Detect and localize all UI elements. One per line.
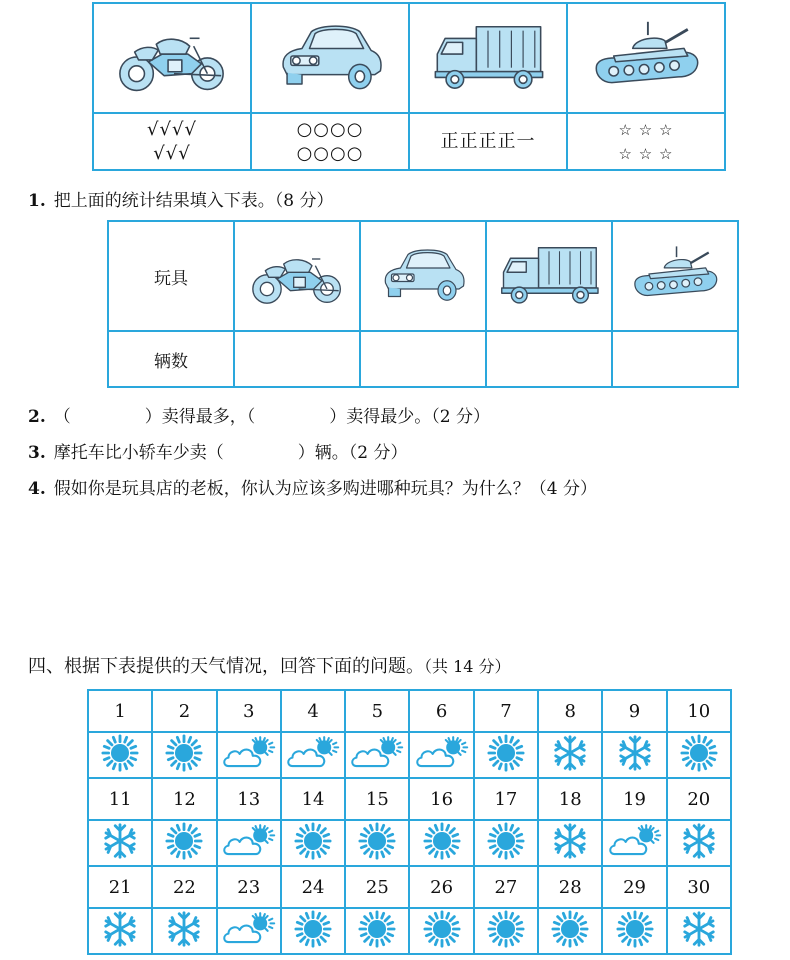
weather-day-number: 14	[281, 778, 345, 820]
weather-icon-cell	[602, 820, 666, 866]
section-points: （共 14 分）	[424, 657, 511, 676]
weather-icon-cell	[409, 732, 473, 778]
tally-line: √√√	[153, 142, 191, 164]
snowflake-icon	[680, 910, 718, 948]
motorcycle-icon	[113, 13, 231, 99]
weather-icon-cell	[281, 908, 345, 954]
question-number: 1.	[28, 191, 46, 211]
tally-marks-car	[251, 113, 409, 170]
count-answer-cell[interactable]	[234, 331, 360, 387]
tally-table	[92, 2, 726, 171]
weather-day-number: 29	[602, 866, 666, 908]
weather-icon-cell	[602, 908, 666, 954]
question-text-start: 摩托车比小轿车少卖（	[53, 443, 224, 463]
tally-marks-tank	[567, 113, 725, 170]
fill-toy-truck	[486, 221, 612, 331]
weather-day-number: 23	[217, 866, 281, 908]
fill-toy-tank	[612, 221, 738, 331]
question-number: 2.	[28, 407, 46, 427]
tally-line: 正正正正一	[440, 130, 536, 152]
sun-icon	[165, 822, 203, 860]
question-1	[28, 186, 333, 211]
tally-line: ○○○○	[296, 142, 364, 164]
cloud-sun-icon	[221, 822, 277, 860]
cloud-sun-icon	[349, 734, 405, 772]
car-icon	[274, 14, 386, 98]
truck-icon	[429, 17, 547, 95]
tally-image-row	[93, 3, 725, 113]
weather-day-number: 20	[667, 778, 731, 820]
question-text: 把上面的统计结果填入下表。（8 分）	[53, 191, 334, 211]
weather-day-number: 7	[474, 690, 538, 732]
tally-cell-motorcycle	[93, 3, 251, 113]
cloud-sun-icon	[607, 822, 663, 860]
weather-icon-cell	[538, 732, 602, 778]
snowflake-icon	[101, 910, 139, 948]
weather-day-number: 13	[217, 778, 281, 820]
question-text-end: ）辆。（2 分）	[297, 443, 408, 463]
weather-icon-cell	[281, 820, 345, 866]
sun-icon	[487, 910, 525, 948]
sun-icon	[423, 910, 461, 948]
weather-icon-cell	[474, 820, 538, 866]
weather-day-number: 24	[281, 866, 345, 908]
count-answer-cell[interactable]	[360, 331, 486, 387]
weather-day-number: 12	[152, 778, 216, 820]
weather-day-number: 5	[345, 690, 409, 732]
fill-toy-motorcycle	[234, 221, 360, 331]
sun-icon	[165, 734, 203, 772]
sun-icon	[294, 822, 332, 860]
weather-day-number: 9	[602, 690, 666, 732]
weather-icon-cell	[88, 908, 152, 954]
weather-icon-cell	[409, 908, 473, 954]
sun-icon	[294, 910, 332, 948]
question-text-mid: ）卖得最多，（	[144, 407, 256, 427]
section-4-heading	[28, 652, 511, 678]
sun-icon	[423, 822, 461, 860]
weather-table	[87, 689, 732, 955]
sun-icon	[358, 822, 396, 860]
snowflake-icon	[551, 822, 589, 860]
fill-toy-car	[360, 221, 486, 331]
weather-day-number: 26	[409, 866, 473, 908]
question-text: 假如你是玩具店的老板，你认为应该多购进哪种玩具？为什么？（4 分）	[53, 479, 597, 499]
question-2	[28, 402, 490, 427]
question-3	[28, 438, 407, 463]
weather-icon-cell	[538, 820, 602, 866]
sun-icon	[487, 734, 525, 772]
weather-icon-cell	[88, 820, 152, 866]
weather-day-number: 1	[88, 690, 152, 732]
weather-day-number: 28	[538, 866, 602, 908]
weather-day-number: 17	[474, 778, 538, 820]
weather-icon-cell	[409, 820, 473, 866]
sun-icon	[101, 734, 139, 772]
fill-table	[107, 220, 739, 388]
cloud-sun-icon	[221, 734, 277, 772]
weather-icon-cell	[602, 732, 666, 778]
weather-icon-cell	[345, 732, 409, 778]
weather-icon-row	[88, 732, 731, 778]
question-number: 4.	[28, 479, 46, 499]
fill-table-toy-row	[108, 221, 738, 331]
cloud-sun-icon	[221, 910, 277, 948]
tally-cell-truck	[409, 3, 567, 113]
motorcycle-icon	[247, 236, 347, 312]
tally-mark-row	[93, 113, 725, 170]
weather-day-number: 19	[602, 778, 666, 820]
question-4	[28, 474, 597, 499]
weather-day-number: 10	[667, 690, 731, 732]
weather-day-row	[88, 866, 731, 908]
weather-day-number: 3	[217, 690, 281, 732]
question-text-open: （	[53, 407, 71, 427]
section-title: 四、根据下表提供的天气情况，回答下面的问题。	[28, 656, 424, 677]
question-text-end: ）卖得最少。（2 分）	[329, 407, 490, 427]
weather-icon-cell	[667, 732, 731, 778]
weather-day-number: 6	[409, 690, 473, 732]
snowflake-icon	[616, 734, 654, 772]
tally-cell-car	[251, 3, 409, 113]
tank-icon	[629, 243, 721, 305]
sun-icon	[358, 910, 396, 948]
snowflake-icon	[551, 734, 589, 772]
weather-day-number: 15	[345, 778, 409, 820]
tally-line: ○○○○	[296, 118, 364, 140]
weather-day-number: 30	[667, 866, 731, 908]
weather-day-number: 4	[281, 690, 345, 732]
count-answer-cell[interactable]	[486, 331, 612, 387]
weather-day-number: 21	[88, 866, 152, 908]
tally-marks-truck	[409, 113, 567, 170]
weather-day-number: 27	[474, 866, 538, 908]
weather-icon-row	[88, 908, 731, 954]
weather-icon-cell	[217, 908, 281, 954]
tally-line: ☆ ☆ ☆	[618, 144, 674, 163]
weather-icon-row	[88, 820, 731, 866]
weather-icon-cell	[152, 908, 216, 954]
tally-line: √√√√	[147, 118, 197, 140]
weather-icon-cell	[88, 732, 152, 778]
sun-icon	[680, 734, 718, 772]
fill-table-count-row	[108, 331, 738, 387]
weather-icon-cell	[538, 908, 602, 954]
weather-icon-cell	[345, 820, 409, 866]
weather-day-number: 16	[409, 778, 473, 820]
tally-marks-motorcycle	[93, 113, 251, 170]
toy-label: 玩具	[108, 221, 234, 331]
weather-icon-cell	[667, 908, 731, 954]
weather-day-number: 22	[152, 866, 216, 908]
weather-day-row	[88, 690, 731, 732]
tally-cell-tank	[567, 3, 725, 113]
weather-day-number: 11	[88, 778, 152, 820]
count-answer-cell[interactable]	[612, 331, 738, 387]
weather-icon-cell	[217, 820, 281, 866]
weather-day-number: 2	[152, 690, 216, 732]
truck-icon	[496, 239, 602, 309]
sun-icon	[616, 910, 654, 948]
snowflake-icon	[101, 822, 139, 860]
weather-day-row	[88, 778, 731, 820]
weather-icon-cell	[217, 732, 281, 778]
weather-icon-cell	[474, 908, 538, 954]
snowflake-icon	[680, 822, 718, 860]
cloud-sun-icon	[414, 734, 470, 772]
weather-icon-cell	[345, 908, 409, 954]
weather-icon-cell	[152, 820, 216, 866]
weather-icon-cell	[474, 732, 538, 778]
car-icon	[378, 240, 468, 308]
snowflake-icon	[165, 910, 203, 948]
weather-day-number: 25	[345, 866, 409, 908]
count-label: 辆数	[108, 331, 234, 387]
sun-icon	[487, 822, 525, 860]
weather-icon-cell	[152, 732, 216, 778]
cloud-sun-icon	[285, 734, 341, 772]
weather-day-number: 8	[538, 690, 602, 732]
tank-icon	[587, 18, 705, 94]
weather-icon-cell	[667, 820, 731, 866]
weather-day-number: 18	[538, 778, 602, 820]
question-number: 3.	[28, 443, 46, 463]
weather-icon-cell	[281, 732, 345, 778]
tally-line: ☆ ☆ ☆	[618, 120, 674, 139]
sun-icon	[551, 910, 589, 948]
